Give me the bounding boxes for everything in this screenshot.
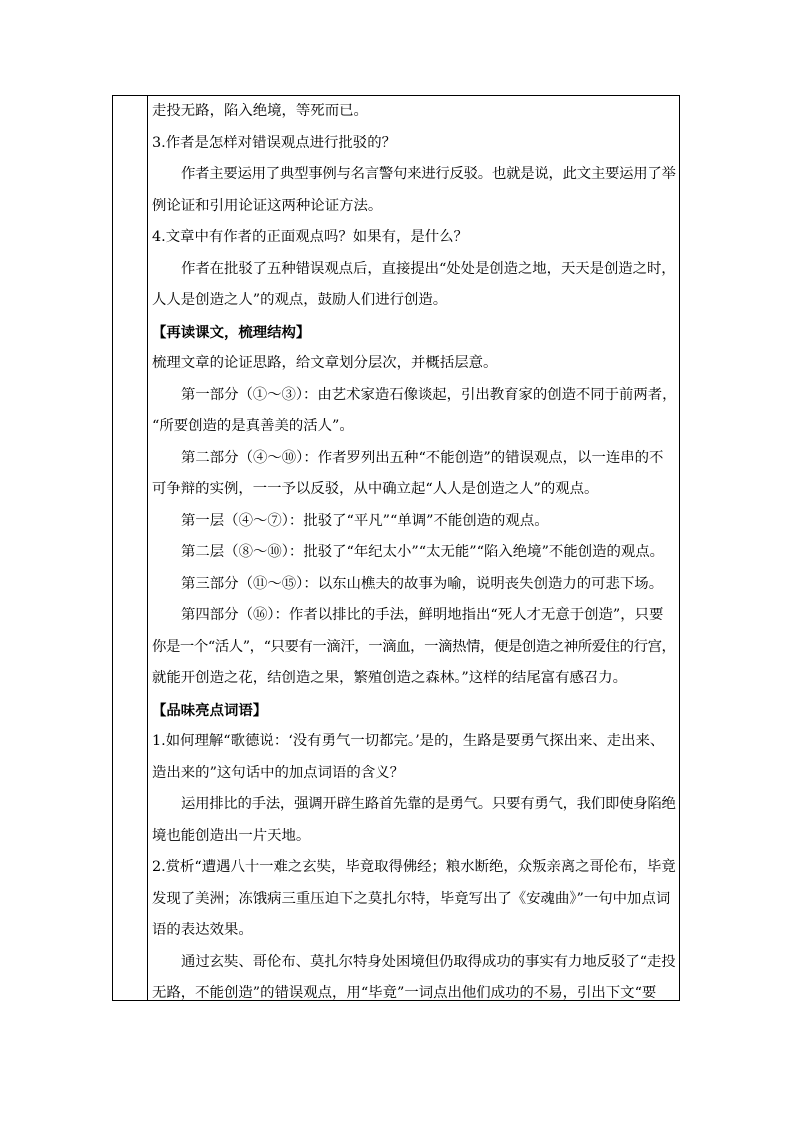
text-line: 语的表达效果。 [152,922,253,938]
text-line: 第一层（④～⑦）：批驳了“平凡”“单调”不能创造的观点。 [181,512,549,529]
text-line: 运用排比的手法，强调开辟生路首先靠的是勇气。只要有勇气，我们即使身陷绝 [181,796,676,812]
text-line: 可争辩的实例，一一予以反驳，从中确立起“人人是创造之人”的观点。 [152,481,599,497]
text-line: 第三部分（⑪～⑮）：以东山樵夫的故事为喻，说明丧失创造力的可悲下场。 [181,575,664,592]
text-line: “所要创造的是真善美的活人”。 [152,418,354,434]
text-line: 4.文章中有作者的正面观点吗？如果有，是什么？ [152,229,468,245]
document-body [152,96,676,1010]
text-line: 作者主要运用了典型事例与名言警句来进行反驳。也就是说，此文主要运用了举 [181,166,676,182]
text-line: 无路，不能创造”的错误观点，用“毕竟”一词点出他们成功的不易，引出下文“要 [152,985,657,1001]
text-line: 通过玄奘、哥伦布、莫扎尔特身处困境但仍取得成功的事实有力地反驳了“走投 [181,953,676,970]
text-line: 1.如何理解“歌德说：‘没有勇气一切都完。’是的，生路是要勇气探出来、走出来、 [152,733,665,749]
text-line: 走投无路，陷入绝境，等死而已。 [152,103,368,119]
text-line: 3.作者是怎样对错误观点进行批驳的？ [152,134,396,151]
text-line: 例论证和引用论证这两种论证方法。 [152,197,383,214]
text-line: 梳理文章的论证思路，给文章划分层次，并概括层意。 [152,355,498,371]
text-line: 人人是创造之人”的观点，鼓励人们进行创造。 [152,292,448,308]
text-line: 作者在批驳了五种错误观点后，直接提出“处处是创造之地，天天是创造之时， [181,260,676,277]
text-line: 就能开创造之花，结创造之果，繁殖创造之森林。”这样的结尾富有感召力。 [152,670,628,686]
text-line: 第二层（⑧～⑩）：批驳了“年纪太小”“太无能”“陷入绝境”不能创造的观点。 [181,544,665,560]
text-line: 第四部分（⑯）：作者以排比的手法，鲜明地指出“死人才无意于创造”，只要 [181,607,664,623]
text-line: 第一部分（①～③）：由艺术家造石像谈起，引出教育家的创造不同于前两者， [181,386,677,403]
text-line: 造出来的”这句话中的加点词语的含义？ [152,764,404,781]
column-divider [147,95,148,1001]
text-line: 第二部分（④～⑩）：作者罗列出五种“不能创造”的错误观点，以一连串的不 [181,449,664,466]
text-line: 境也能创造出一片天地。 [152,827,311,844]
text-line: 2.赏析“遭遇八十一难之玄奘，毕竟取得佛经；粮水断绝，众叛亲离之哥伦布，毕竟 [152,859,676,875]
text-line: 你是一个“活人”，“只要有一滴汗，一滴血，一滴热情，便是创造之神所爱住的行宫， [152,638,676,655]
section-heading: 【品味亮点词语】 [152,701,268,719]
text-line: 发现了美洲；冻饿病三重压迫下之莫扎尔特，毕竟写出了《安魂曲》”一句中加点词 [152,890,671,907]
section-heading: 【再读课文，梳理结构】 [152,323,311,341]
